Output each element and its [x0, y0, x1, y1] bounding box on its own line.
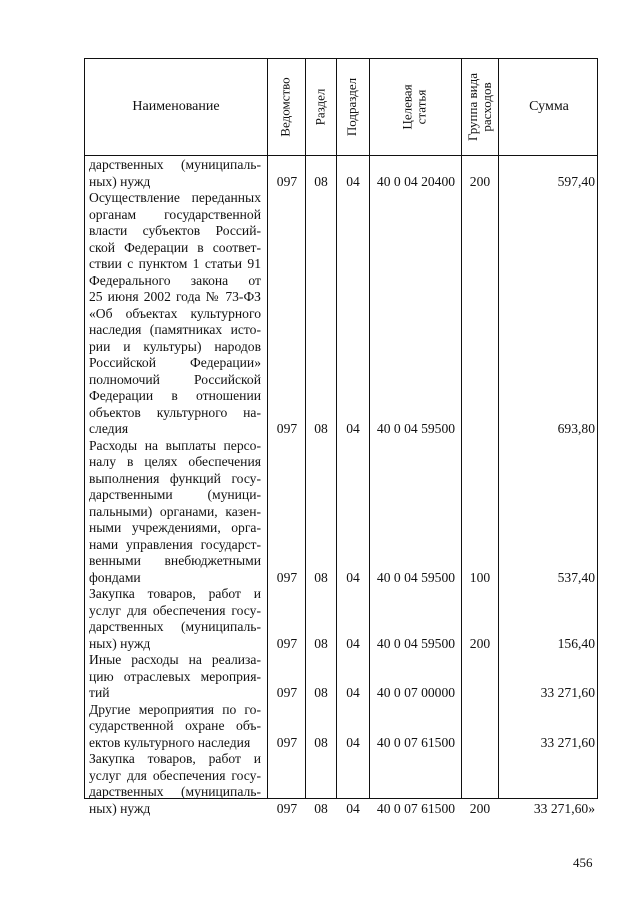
row-name-line: власти субъектов Россий-: [89, 223, 261, 238]
header-divider: [85, 155, 597, 156]
row-name-line: ных) нужд: [89, 635, 151, 651]
row-name-line: Расходы на выплаты персо-: [89, 437, 261, 453]
row-name-line: ствии с пунктом 1 статьи 91: [89, 256, 261, 271]
row-podrazdel: 04: [346, 685, 360, 700]
row-summa: 537,40: [557, 569, 595, 585]
row-name-line: объектов культурного на-: [89, 404, 261, 420]
row-name-line: Федерации в отношении: [89, 388, 261, 403]
row-celevaya: 40 0 07 61500: [376, 800, 456, 816]
row-name-line: нами управления государст-: [89, 536, 261, 552]
row-razdel: 08: [314, 635, 328, 651]
row-summa: 597,40: [557, 173, 595, 189]
row-name-line: Другие мероприятия по го-: [89, 701, 261, 717]
row-gruppa: 100: [469, 569, 491, 585]
row-celevaya: 40 0 04 59500: [376, 569, 456, 585]
row-name-line: Российской Федерации»: [89, 355, 261, 370]
row-name-line: следия: [89, 421, 129, 436]
row-name-line: дарственными (муници-: [89, 487, 261, 502]
row-name-line: Федерального закона от: [89, 272, 261, 288]
row-gruppa: 200: [469, 635, 491, 651]
row-podrazdel: 04: [346, 173, 360, 189]
row-name-line: дарственных (муниципаль-: [89, 619, 261, 634]
header-gruppa: Группа вида расходов: [464, 73, 494, 141]
row-name-line: цию отраслевых мероприя-: [89, 668, 261, 684]
row-name-line: венными внебюджетными: [89, 553, 261, 568]
row-name-line: ской Федерации в соответ-: [89, 239, 261, 255]
row-podrazdel: 04: [346, 421, 360, 436]
row-name-line: услуг для обеспечения госу-: [89, 767, 261, 783]
column-divider: [267, 59, 268, 798]
row-vedomstvo: 097: [276, 734, 298, 750]
row-summa: 693,80: [557, 421, 595, 436]
row-name-line: рии и культуры) народов: [89, 338, 261, 354]
row-celevaya: 40 0 04 59500: [376, 635, 456, 651]
row-podrazdel: 04: [346, 734, 360, 750]
row-summa: 33 271,60: [540, 734, 595, 750]
row-podrazdel: 04: [346, 569, 360, 585]
row-celevaya: 40 0 07 61500: [376, 734, 456, 750]
row-name-line: Иные расходы на реализа-: [89, 652, 261, 667]
row-vedomstvo: 097: [276, 635, 298, 651]
row-celevaya: 40 0 07 00000: [376, 685, 456, 700]
header-name: Наименование: [132, 99, 220, 114]
row-gruppa: 200: [469, 173, 491, 189]
row-name-line: дарственных (муниципаль-: [89, 157, 261, 172]
row-vedomstvo: 097: [276, 173, 298, 189]
header-vedomstvo: Ведомство: [278, 77, 293, 137]
row-summa: 33 271,60: [540, 685, 595, 700]
row-name-line: Закупка товаров, работ и: [89, 751, 261, 766]
row-razdel: 08: [314, 800, 328, 816]
row-podrazdel: 04: [346, 635, 360, 651]
row-vedomstvo: 097: [276, 800, 298, 816]
row-name-line: тий: [89, 685, 110, 700]
row-razdel: 08: [314, 734, 328, 750]
row-razdel: 08: [314, 569, 328, 585]
row-name-line: органам государственной: [89, 206, 261, 222]
row-celevaya: 40 0 04 59500: [376, 421, 456, 436]
row-razdel: 08: [314, 685, 328, 700]
row-summa: 156,40: [557, 635, 595, 651]
row-podrazdel: 04: [346, 800, 360, 816]
row-summa: 33 271,60»: [533, 800, 595, 816]
header-celevaya: Целевая статья: [399, 84, 429, 130]
row-name-line: 25 июня 2002 года № 73-ФЗ: [89, 289, 261, 304]
row-name-line: сударственной охране объ-: [89, 718, 261, 733]
row-name-line: ектов культурного наследия: [89, 734, 251, 750]
row-name-line: полномочий Российской: [89, 371, 261, 387]
row-razdel: 08: [314, 173, 328, 189]
row-vedomstvo: 097: [276, 685, 298, 700]
row-vedomstvo: 097: [276, 421, 298, 436]
row-celevaya: 40 0 04 20400: [376, 173, 456, 189]
row-name-line: «Об объектах культурного: [89, 305, 261, 321]
header-razdel: Раздел: [312, 88, 328, 126]
budget-table: [84, 58, 598, 816]
row-name-line: наследия (памятниках исто-: [89, 322, 261, 337]
page-number: 456: [573, 855, 593, 870]
row-name-line: дарственных (муниципаль-: [89, 784, 261, 799]
row-name-line: Закупка товаров, работ и: [89, 586, 261, 601]
row-vedomstvo: 097: [276, 569, 298, 585]
row-name-line: пальными) органами, казен-: [89, 503, 261, 519]
row-razdel: 08: [314, 421, 328, 436]
row-name-line: выполнения функций госу-: [89, 470, 261, 486]
row-name-line: ных) нужд: [89, 800, 151, 816]
header-podrazdel: Подраздел: [344, 77, 360, 137]
row-name-line: налу в целях обеспечения: [89, 454, 261, 469]
row-gruppa: 200: [469, 800, 491, 816]
row-name-line: ными учреждениями, орга-: [89, 520, 261, 535]
row-name-line: услуг для обеспечения госу-: [89, 602, 261, 618]
row-name-line: Осуществление переданных: [89, 190, 261, 205]
row-name-line: ных) нужд: [89, 173, 151, 189]
header-summa: Сумма: [529, 99, 569, 114]
row-name-line: фондами: [89, 569, 141, 585]
